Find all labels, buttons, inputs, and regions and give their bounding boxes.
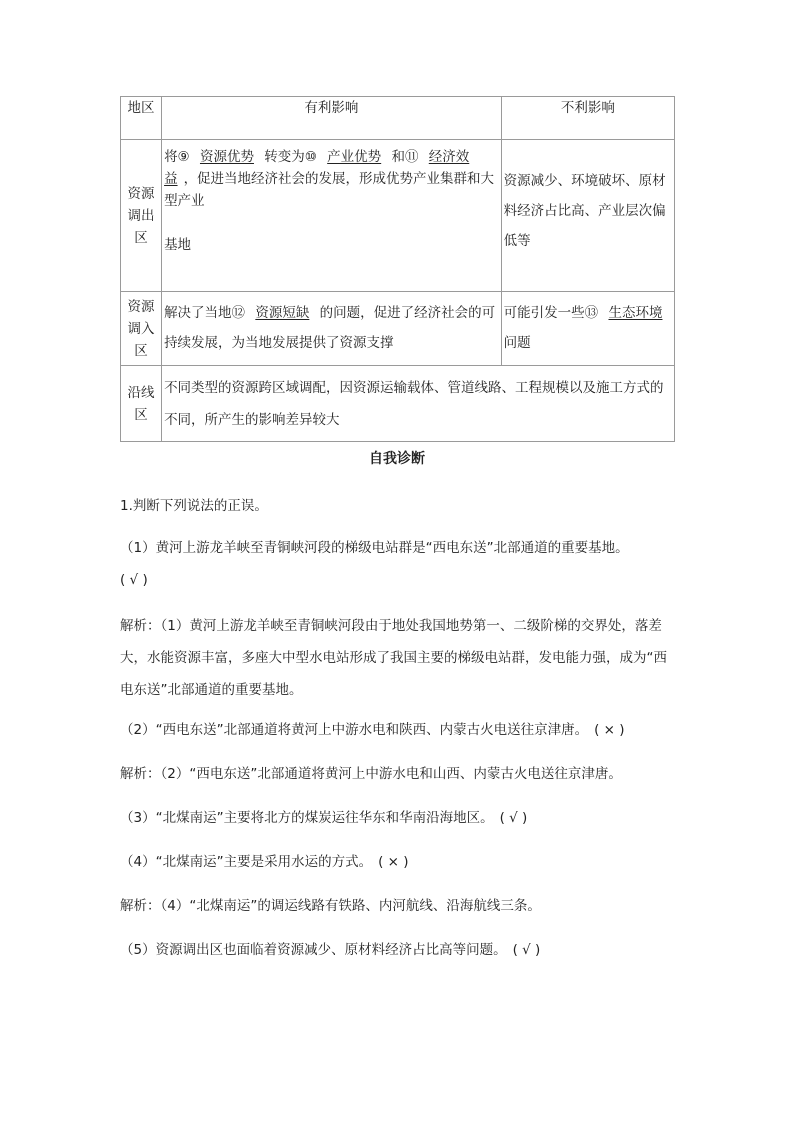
answer-mark: ( √ ) bbox=[499, 810, 528, 826]
answer-blank: 经济效益 bbox=[164, 149, 470, 187]
statement-text: （3）“北煤南运”主要将北方的煤炭运往华东和华南沿海地区。 bbox=[120, 810, 494, 826]
statement-2 bbox=[120, 714, 675, 746]
text: 资源减少、环境破坏、原材料经济占比高、产业层次偏低等 bbox=[503, 173, 666, 249]
text: 基地 bbox=[164, 237, 192, 253]
text: 可能引发一些⑬ bbox=[503, 305, 599, 321]
header-positive: 有利影响 bbox=[162, 97, 502, 140]
section-title: 自我诊断 bbox=[369, 451, 425, 467]
text: 转变为⑩ bbox=[264, 149, 317, 165]
answer-blank: 生态环境 bbox=[608, 305, 663, 321]
statement-text: （5）资源调出区也面临着资源减少、原材料经济占比高等问题。 bbox=[120, 942, 507, 958]
region-export: 资源调出区 bbox=[121, 140, 162, 292]
answer-blank: 资源优势 bbox=[199, 149, 254, 165]
answer-mark: ( × ) bbox=[378, 854, 409, 870]
statement-text: （2）“西电东送”北部通道将黄河上中游水电和陕西、内蒙古火电送往京津唐。 bbox=[120, 722, 589, 738]
statement-text: （4）“北煤南运”主要是采用水运的方式。 bbox=[120, 854, 373, 870]
answer-mark: ( √ ) bbox=[512, 942, 541, 958]
table-row-import bbox=[121, 292, 675, 366]
impact-table bbox=[120, 96, 675, 442]
answer-blank: 产业优势 bbox=[327, 149, 382, 165]
header-negative: 不利影响 bbox=[501, 97, 674, 140]
text: 解决了当地⑫ bbox=[164, 305, 246, 321]
table-row-export bbox=[121, 140, 675, 292]
table-header-row bbox=[121, 97, 675, 140]
statement-text: （1）黄河上游龙羊峡至青铜峡河段的梯级电站群是“西电东送”北部通道的重要基地。 bbox=[120, 540, 629, 556]
export-negative-cell bbox=[501, 140, 674, 292]
text: 将⑨ bbox=[164, 149, 190, 165]
text: 的问题，促进了经济社会的可持续发展，为当地发展提供了资源支撑 bbox=[164, 305, 496, 351]
header-region: 地区 bbox=[121, 97, 162, 140]
region-import: 资源调入区 bbox=[121, 292, 162, 366]
import-negative-cell bbox=[501, 292, 674, 366]
region-corridor: 沿线区 bbox=[121, 366, 162, 442]
corridor-cell bbox=[162, 366, 675, 442]
table-row-corridor bbox=[121, 366, 675, 442]
question-title: 1.判断下列说法的正误。 bbox=[120, 498, 268, 514]
text: 问题 bbox=[503, 335, 531, 351]
analysis-4: 解析：（4）“北煤南运”的调运线路有铁路、内河航线、沿海航线三条。 bbox=[120, 898, 541, 914]
export-positive-cell bbox=[162, 140, 502, 292]
statement-1 bbox=[120, 532, 675, 596]
statement-3 bbox=[120, 802, 675, 834]
text: 和⑪ bbox=[391, 149, 419, 165]
answer-blank: 资源短缺 bbox=[255, 305, 310, 321]
analysis-1: 解析：（1）黄河上游龙羊峡至青铜峡河段由于地处我国地势第一、二级阶梯的交界处，落差大，水能资源丰富，多座大中型水电站形成了我国主要的梯级电站群，发电能力强，成为“西电东送”北部通道的重要基地。 bbox=[120, 618, 667, 698]
spacer bbox=[164, 212, 499, 234]
statement-4 bbox=[120, 846, 675, 878]
text: ，促进当地经济社会的发展，形成优势产业集群和大型产业 bbox=[164, 171, 495, 209]
answer-mark: ( × ) bbox=[594, 722, 625, 738]
answer-mark: ( √ ) bbox=[120, 572, 148, 588]
analysis-2: 解析：（2）“西电东送”北部通道将黄河上中游水电和山西、内蒙古火电送往京津唐。 bbox=[120, 766, 622, 782]
statement-5 bbox=[120, 934, 675, 966]
import-positive-cell bbox=[162, 292, 502, 366]
text: 不同类型的资源跨区域调配，因资源运输载体、管道线路、工程规模以及施工方式的不同，所产生的影响差异较大 bbox=[164, 380, 664, 428]
